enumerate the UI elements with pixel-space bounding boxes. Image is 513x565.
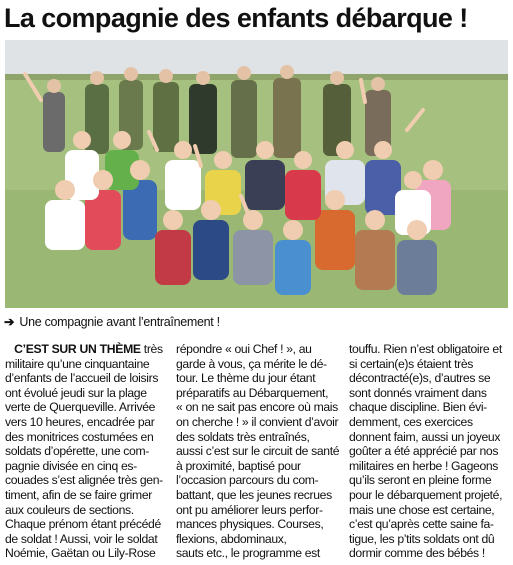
article-line: répondre « oui Chef ! », au: [176, 342, 312, 356]
article-line: pagnie divisée en cinq es-: [5, 458, 137, 473]
article-body: [5, 342, 509, 564]
caption-arrow-icon: ➔: [4, 315, 15, 329]
caption-text: Une compagnie avant l’entraînement !: [19, 315, 220, 329]
article-line: c’est qu’après cette saine fa-: [349, 517, 494, 532]
article-line: timent, afin de se faire grimer: [5, 487, 152, 502]
article-lead: C’EST SUR UN THÈME: [14, 342, 141, 356]
article-line: soldats d’opérette, une com-: [5, 444, 149, 459]
article-line: préparatifs au Débarquement,: [176, 385, 329, 400]
article-column-2: [176, 342, 340, 561]
article-line: dormir comme des bébés !: [349, 546, 485, 561]
photo-caption: [4, 314, 509, 330]
article-lead-line: [5, 342, 165, 357]
article-line: Noémie, Gaëtan ou Lily-Rose: [5, 546, 156, 561]
group-photo-illustration: [5, 40, 508, 308]
article-line: donnent faim, aussi un joyeux: [349, 429, 501, 444]
article-line: battant, que les jeunes recrues: [176, 487, 332, 502]
article-line: ont pu améliorer leurs perfor-: [176, 502, 323, 517]
article-line: aux couleurs de sections.: [5, 502, 134, 517]
article-line: chaque discipline. Bien évi-: [349, 400, 487, 415]
article-line: de soldat ! Aussi, voir le soldat: [5, 531, 158, 546]
article-line: à proximité, baptisé pour: [176, 458, 301, 473]
article-line: militaire qu’une cinquantaine: [5, 356, 150, 371]
article-line: si certain(e)s étaient très: [349, 356, 473, 371]
article-line: tour. Le thème du jour étant: [176, 371, 316, 386]
article-line: des monitrices costumées en: [5, 429, 154, 444]
article-line: garde à vous, ça mérite le dé-: [176, 356, 327, 371]
headline: La compagnie des enfants débarque !: [4, 3, 468, 33]
article-line: on cherche ! » il convient d’avoir: [176, 414, 339, 429]
article-line: pour le débarquement projeté,: [349, 487, 503, 502]
article-line: aussi c’est sur le circuit de santé: [176, 444, 340, 459]
article-line: militaires en herbe ! Gageons: [349, 458, 499, 473]
article-line: l’occasion parcours du com-: [176, 473, 319, 488]
article-line: vers 10 heures, encadrée par: [5, 414, 155, 429]
group-photo: [5, 40, 508, 308]
article-line: goûter a été apprécié par nos: [349, 444, 499, 459]
article-line: tigue, les p’tits soldats ont dû: [349, 531, 495, 546]
article-line: sauts etc., le programme est: [176, 546, 320, 561]
article-line: flexions, abdominaux,: [176, 531, 287, 546]
article-line: couades s’est alignée très gen-: [5, 473, 163, 488]
article-line: touffu. Rien n’est obligatoire et: [349, 342, 502, 356]
article-line: mais une chose est certaine,: [349, 502, 495, 517]
article-line: Chaque prénom étant précédé: [5, 517, 161, 532]
article-line: des soldats très entraînés,: [176, 429, 310, 444]
article-line: qu’ils seront en pleine forme: [349, 473, 492, 488]
article-lead-tail: très: [140, 342, 163, 356]
article-line: mances physiques. Courses,: [176, 517, 324, 532]
article-line: « on ne sait pas encore où mais: [176, 400, 338, 415]
article-line: verte de Querqueville. Arrivée: [5, 400, 156, 415]
article-line: d’enfants de l’accueil de loisirs: [5, 371, 159, 386]
article-line: sont donnés vraiment dans: [349, 385, 487, 400]
article-column-3: [349, 342, 509, 561]
article-line: ont évolué jeudi sur la plage: [5, 385, 147, 400]
article-column-1: [5, 342, 165, 561]
article-line: décontracté(e)s, d’autres se: [349, 371, 491, 386]
article-line: demment, ces exercices: [349, 414, 473, 429]
